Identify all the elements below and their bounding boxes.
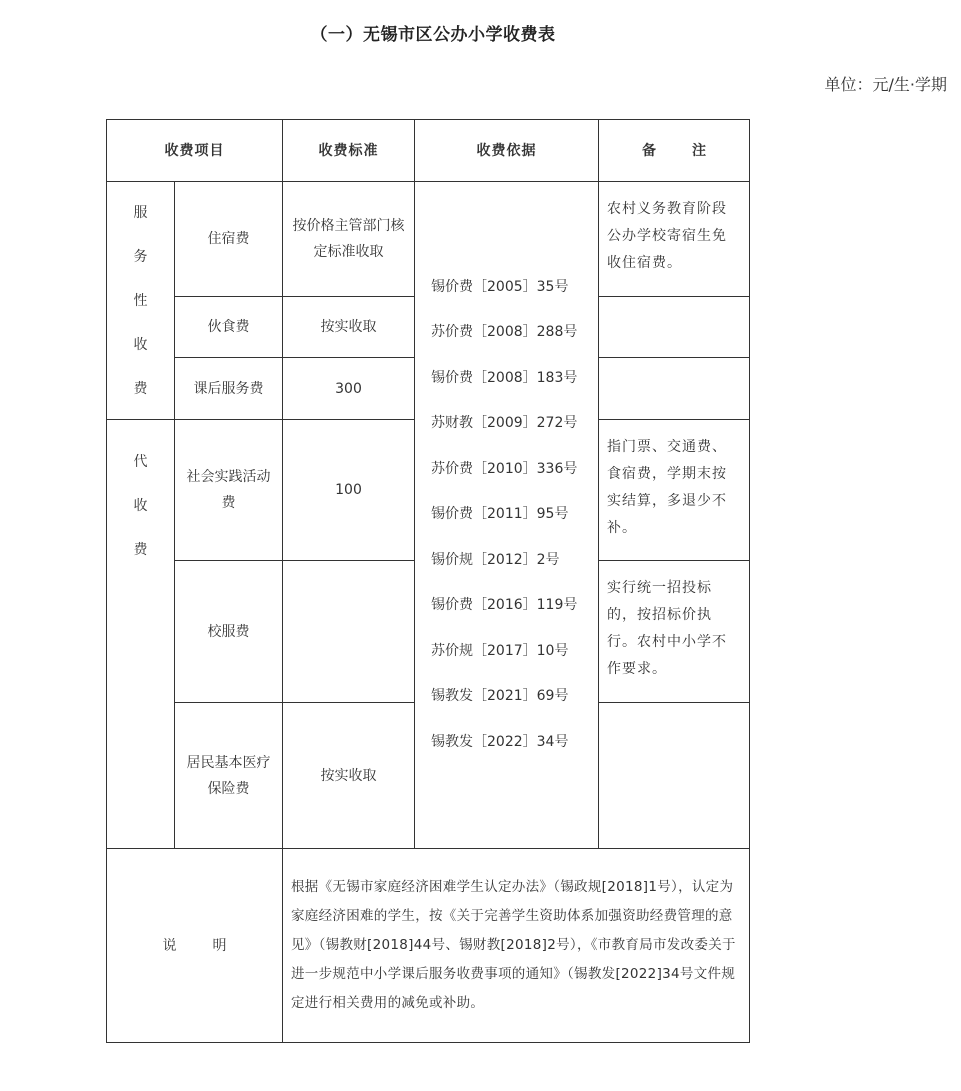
category-service-char: 收: [133, 336, 148, 353]
remark-cell: [599, 358, 750, 420]
basis-item: 苏财教［2009］272号: [431, 415, 578, 432]
basis-item: 锡价费［2016］119号: [431, 597, 578, 614]
category-proxy-char: 收: [133, 498, 148, 514]
item-cell: 居民基本医疗保险费: [175, 703, 283, 849]
category-proxy-char: 代: [133, 454, 148, 470]
unit-label: 单位：元/生·学期: [824, 75, 947, 94]
standard-cell: [283, 561, 415, 703]
header-item: 收费项目: [107, 120, 283, 182]
basis-item: 锡教发［2021］69号: [431, 688, 569, 705]
basis-item: 苏价规［2017］10号: [431, 642, 569, 659]
header-standard: 收费标准: [283, 120, 415, 182]
basis-item: 锡价费［2005］35号: [431, 278, 569, 295]
remark-cell: [599, 297, 750, 358]
header-basis: 收费依据: [415, 120, 599, 182]
remark-cell: 指门票、交通费、食宿费，学期末按实结算，多退少不补。: [599, 420, 750, 561]
basis-cell: [415, 182, 599, 849]
category-service-char: 务: [133, 248, 148, 265]
explanation-text: 根据《无锡市家庭经济困难学生认定办法》（锡政规[2018]1号），认定为家庭经济困难的学生，按《关于完善学生资助体系加强资助经费管理的意见》（锡教财[2018]44号、锡财教[2018]2号），《市教育局市发改委关于进一步规范中小学课后服务收费事项的通知》（锡教发[2022]34号文件规定进行相关费用的减免或补助。: [283, 849, 750, 1043]
standard-cell: 按实收取: [283, 703, 415, 849]
header-remark-label: 备注: [642, 142, 742, 159]
standard-cell: 按价格主管部门核定标准收取: [283, 182, 415, 297]
explanation-label: 说明: [107, 849, 283, 1043]
standard-cell: 300: [283, 358, 415, 420]
explanation-row: [107, 849, 750, 1043]
category-service-char: 费: [133, 380, 148, 397]
remark-cell: 实行统一招投标的，按招标价执行。农村中小学不作要求。: [599, 561, 750, 703]
fee-table: [106, 119, 750, 1043]
basis-item: 锡价费［2008］183号: [431, 369, 578, 386]
standard-cell: 按实收取: [283, 297, 415, 358]
page-title: （一）无锡市区公办小学收费表: [310, 25, 556, 45]
basis-item: 锡价规［2012］2号: [431, 551, 560, 568]
table-row: [107, 182, 750, 297]
category-proxy-char: 费: [133, 542, 148, 558]
header-remark: [599, 120, 750, 182]
category-service-char: 性: [133, 292, 148, 309]
item-cell: 住宿费: [175, 182, 283, 297]
basis-item: 锡教发［2022］34号: [431, 733, 569, 750]
basis-item: 苏价费［2008］288号: [431, 324, 578, 341]
item-cell: 校服费: [175, 561, 283, 703]
table-header-row: [107, 120, 750, 182]
remark-cell: [599, 703, 750, 849]
remark-cell: 农村义务教育阶段公办学校寄宿生免收住宿费。: [599, 182, 750, 297]
category-proxy: [107, 420, 175, 849]
item-cell: 社会实践活动费: [175, 420, 283, 561]
basis-item: 苏价费［2010］336号: [431, 460, 578, 477]
category-service: [107, 182, 175, 420]
standard-cell: 100: [283, 420, 415, 561]
item-cell: 伙食费: [175, 297, 283, 358]
category-service-char: 服: [133, 204, 148, 221]
basis-item: 锡价费［2011］95号: [431, 506, 569, 523]
item-cell: 课后服务费: [175, 358, 283, 420]
